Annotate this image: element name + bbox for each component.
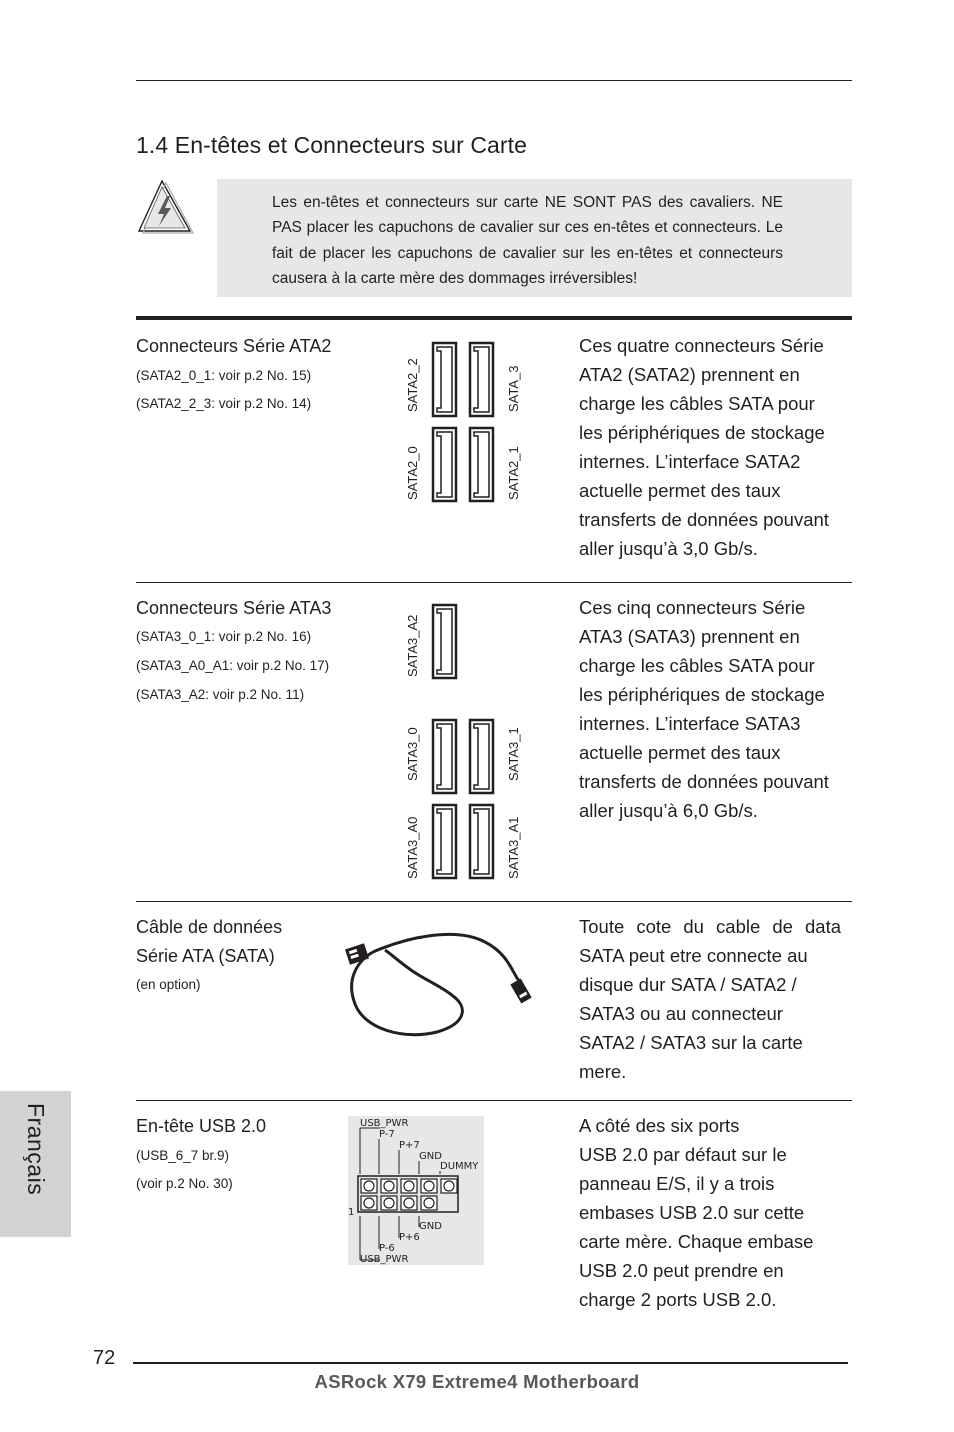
sata2-connector-diagram [432, 342, 496, 504]
cable-desc-line: SATA peut etre connecte au [579, 945, 808, 966]
sata-3-label: SATA_3 [506, 365, 521, 412]
warning-box [217, 179, 852, 297]
sata3-desc-line: Ces cinq connecteurs Série [579, 597, 806, 618]
sata3-desc-line: aller jusqu’à 6,0 Gb/s. [579, 800, 758, 821]
sata3-0-connector [433, 720, 456, 793]
sata2-desc-line: Ces quatre connecteurs Série [579, 335, 824, 356]
sata3-desc-line: les périphériques de stockage [579, 684, 825, 705]
cable-right-plug [510, 978, 531, 1003]
sata2-2-label: SATA2_2 [405, 358, 420, 412]
p-plus-6-label: P+6 [399, 1232, 420, 1243]
sata3-1-label: SATA3_1 [506, 727, 521, 781]
sata3-ref-1: (SATA3_0_1: voir p.2 No. 16) [136, 629, 312, 644]
usb-ref-2: (voir p.2 No. 30) [136, 1176, 233, 1191]
sata2-desc-line: ATA2 (SATA2) prennent en [579, 364, 800, 385]
cable-title-line-2: Série ATA (SATA) [136, 946, 275, 966]
sata3-connector-diagram [432, 604, 496, 880]
gnd-bottom-label: GND [419, 1221, 442, 1232]
cable-desc-line: Toute cote du cable de data [579, 916, 841, 937]
cable-desc-line: disque dur SATA / SATA2 / [579, 974, 797, 995]
row-divider [136, 582, 852, 583]
sata2-desc-line: charge les câbles SATA pour [579, 393, 815, 414]
usb-desc-line: embases USB 2.0 sur cette [579, 1202, 805, 1223]
sata3-desc-line: internes. L’interface SATA3 [579, 713, 801, 734]
cable-left-plug [345, 943, 369, 964]
sata2-title: Connecteurs Série ATA2 [136, 336, 332, 356]
p-plus-7-label: P+7 [399, 1140, 420, 1151]
cable-optional-note: (en option) [136, 977, 201, 992]
cable-desc-line: mere. [579, 1061, 627, 1082]
language-label: Français [23, 1103, 49, 1196]
section-title: 1.4 En-têtes et Connecteurs sur Carte [136, 132, 528, 158]
sata2-0-connector [433, 428, 456, 501]
usb-desc-line: USB 2.0 par défaut sur le [579, 1144, 787, 1165]
sata3-desc-line: actuelle permet des taux [579, 742, 781, 763]
sata2-desc-line: internes. L’interface SATA2 [579, 451, 801, 472]
usb-header-pinout-diagram [348, 1116, 485, 1266]
row-divider [136, 901, 852, 902]
sata3-0-label: SATA3_0 [405, 727, 420, 781]
warning-text: Les en-têtes et connecteurs sur carte NE SONT PAS des cavaliers. NE PAS placer les capuchons de cavalier sur ces en-têtes et connecteurs. Le fait de placer les capuchons de cavalier sur les en-têtes et connecteurs causera à la carte mère des dommages irréversibles! [272, 194, 783, 287]
usb-desc-line: USB 2.0 peut prendre en [579, 1260, 784, 1281]
usb-ref-1: (USB_6_7 br.9) [136, 1148, 230, 1163]
sata3-description [579, 593, 841, 825]
sata3-desc-line: ATA3 (SATA3) prennent en [579, 626, 800, 647]
usb-desc-line: A côté des six ports [579, 1115, 740, 1136]
sata3-title: Connecteurs Série ATA3 [136, 598, 332, 618]
usb-pwr-top-label: USB_PWR [360, 1118, 409, 1129]
page-number: 72 [93, 1347, 116, 1369]
dummy-label: DUMMY [440, 1161, 479, 1172]
sata3-ref-3: (SATA3_A2: voir p.2 No. 11) [136, 687, 305, 702]
sata3-a1-connector [470, 805, 493, 878]
usb-desc-line: charge 2 ports USB 2.0. [579, 1289, 777, 1310]
gnd-top-label: GND [419, 1151, 442, 1162]
footer-product-name: ASRock X79 Extreme4 Motherboard [314, 1371, 640, 1392]
sata3-a2-connector [433, 605, 456, 678]
sata2-desc-line: actuelle permet des taux [579, 480, 781, 501]
sata2-1-label: SATA2_1 [506, 446, 521, 500]
sata3-desc-line: transferts de données pouvant [579, 771, 829, 792]
sata2-desc-line: transferts de données pouvant [579, 509, 829, 530]
sata-cable-illustration [345, 930, 535, 1042]
sata-3-connector [470, 343, 493, 416]
usb-title: En-tête USB 2.0 [136, 1116, 267, 1136]
cable-title-line-1: Câble de données [136, 917, 283, 937]
language-side-tab [0, 1091, 71, 1237]
p-minus-7-label: P-7 [379, 1129, 395, 1140]
usb-pwr-bottom-label: USB_PWR [360, 1254, 409, 1265]
sata2-desc-line: aller jusqu’à 3,0 Gb/s. [579, 538, 758, 559]
sata2-2-connector [433, 343, 456, 416]
cable-desc-line: SATA3 ou au connecteur [579, 1003, 783, 1024]
row-divider [136, 1100, 852, 1101]
sata3-a2-label: SATA3_A2 [405, 614, 420, 677]
sata2-1-connector [470, 428, 493, 501]
sata3-a0-label: SATA3_A0 [405, 816, 420, 879]
sata3-ref-2: (SATA3_A0_A1: voir p.2 No. 17) [136, 658, 330, 673]
sata3-a1-label: SATA3_A1 [506, 816, 521, 879]
sata2-description [579, 331, 841, 563]
usb-desc-line: panneau E/S, il y a trois [579, 1173, 775, 1194]
usb-desc-line: carte mère. Chaque embase [579, 1231, 814, 1252]
p-minus-6-label: P-6 [379, 1243, 395, 1254]
footer-rule [133, 1362, 848, 1364]
sata3-a0-connector [433, 805, 456, 878]
sata2-0-label: SATA2_0 [405, 446, 420, 500]
sata2-ref-2: (SATA2_2_3: voir p.2 No. 14) [136, 396, 312, 411]
usb-description [579, 1111, 841, 1314]
sata3-1-connector [470, 720, 493, 793]
warning-icon [136, 178, 194, 234]
table-top-rule [136, 316, 852, 320]
pin-1-label: 1 [348, 1207, 355, 1218]
cable-description [579, 912, 841, 1086]
cable-desc-line: SATA2 / SATA3 sur la carte [579, 1032, 803, 1053]
sata3-desc-line: charge les câbles SATA pour [579, 655, 815, 676]
top-rule [136, 80, 852, 81]
sata2-ref-1: (SATA2_0_1: voir p.2 No. 15) [136, 368, 312, 383]
sata2-desc-line: les périphériques de stockage [579, 422, 825, 443]
